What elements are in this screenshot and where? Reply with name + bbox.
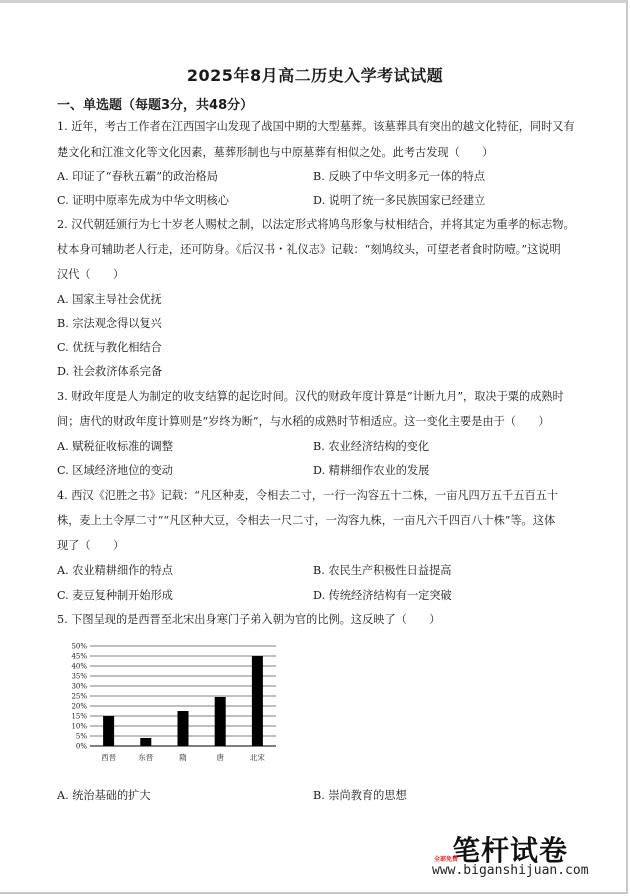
question-3-stem-line-2: 间；唐代的财政年度计算则是“岁终为断”，与水稻的成熟时节相适应。这一变化主要是由于（ ） xyxy=(57,415,550,428)
question-2-option-d: D. 社会救济体系完备 xyxy=(57,365,163,378)
y-tick-label: 40% xyxy=(71,662,87,671)
y-tick-label: 25% xyxy=(71,692,87,701)
question-3-option-c: C. 区域经济地位的变动 xyxy=(57,464,173,477)
bar xyxy=(215,697,226,746)
bar xyxy=(140,738,151,746)
question-4-option-d: D. 传统经济结构有一定突破 xyxy=(313,589,452,602)
question-4-stem-line-1: 4. 西汉《氾胜之书》记载：“凡区种麦，令相去二寸，一行一沟容五十二株，一亩凡四万五千五百五十 xyxy=(57,489,559,502)
question-3-option-b: B. 农业经济结构的变化 xyxy=(313,440,430,453)
question-4-option-a: A. 农业精耕细作的特点 xyxy=(57,564,173,577)
question-2-option-c: C. 优抚与教化相结合 xyxy=(57,341,162,354)
question-5-stem-line-1: 5. 下图呈现的是西晋至北宋出身寒门子弟入朝为官的比例。这反映了（ ） xyxy=(57,613,441,626)
x-category-label: 西晋 xyxy=(101,753,117,762)
y-tick-label: 20% xyxy=(71,702,87,711)
question-4-option-b: B. 农民生产积极性日益提高 xyxy=(313,564,452,577)
watermark-badge: 全部免费 xyxy=(434,856,459,863)
x-category-label: 隋 xyxy=(179,753,187,762)
y-tick-label: 0% xyxy=(75,742,87,751)
question-1-stem-line-2: 楚文化和江淮文化等文化因素，墓葬形制也与中原墓葬有相似之处。此考古发现（ ） xyxy=(57,146,494,159)
y-tick-label: 5% xyxy=(75,732,87,741)
bar xyxy=(178,711,189,746)
bar xyxy=(103,716,114,746)
watermark-url: www.biganshijuan.com xyxy=(432,863,589,878)
question-2-stem-line-2: 杖本身可辅助老人行走，还可防身。《后汉书・礼仪志》记载：“刻鸠纹头，可望老者食时防噎。”这说明 xyxy=(57,243,561,256)
section-heading: 一、单选题（每题3分，共48分） xyxy=(57,98,254,113)
question-1-option-b: B. 反映了中华文明多元一体的特点 xyxy=(313,170,485,183)
y-tick-label: 10% xyxy=(71,722,87,731)
y-tick-label: 35% xyxy=(71,672,87,681)
question-1-option-d: D. 说明了统一多民族国家已经建立 xyxy=(313,194,486,207)
x-category-label: 北宋 xyxy=(249,753,265,762)
y-tick-label: 15% xyxy=(71,712,87,721)
question-5-option-b: B. 崇尚教育的思想 xyxy=(313,789,407,802)
question-1-option-c: C. 证明中原率先成为中华文明核心 xyxy=(57,194,229,207)
question-2-option-a: A. 国家主导社会优抚 xyxy=(57,293,162,306)
x-category-label: 唐 xyxy=(216,753,224,762)
watermark-brand: 笔杆试卷 xyxy=(452,834,569,867)
y-tick-label: 50% xyxy=(71,642,87,651)
question-1-stem-line-1: 1. 近年，考古工作者在江西国字山发现了战国中期的大型墓葬。该墓葬具有突出的越文化特征，同时又有 xyxy=(57,120,575,133)
question-2-stem-line-3: 汉代（ ） xyxy=(57,268,125,281)
question-4-stem-line-3: 现了（ ） xyxy=(57,539,125,552)
bar xyxy=(252,656,263,746)
bar-chart xyxy=(58,639,283,769)
x-category-label: 东晋 xyxy=(138,753,154,762)
question-3-option-d: D. 精耕细作农业的发展 xyxy=(313,464,430,477)
question-5-option-a: A. 统治基础的扩大 xyxy=(57,789,151,802)
question-2-option-b: B. 宗法观念得以复兴 xyxy=(57,317,162,330)
y-tick-label: 45% xyxy=(71,652,87,661)
question-3-option-a: A. 赋税征收标准的调整 xyxy=(57,440,173,453)
page-title: 2025年8月高二历史入学考试试题 xyxy=(186,66,444,85)
y-tick-label: 30% xyxy=(71,682,87,691)
question-1-option-a: A. 印证了“春秋五霸”的政治格局 xyxy=(57,170,218,183)
question-3-stem-line-1: 3. 财政年度是人为制定的收支结算的起讫时间。汉代的财政年度计算是“计断九月”，取决于粟的成熟时 xyxy=(57,390,564,403)
question-4-option-c: C. 麦豆复种制开始形成 xyxy=(57,589,173,602)
question-2-stem-line-1: 2. 汉代朝廷颁行为七十岁老人赐杖之制，以法定形式将鸠鸟形象与杖相结合，并将其定为重孝的标志物。 xyxy=(57,218,575,231)
question-4-stem-line-2: 株，麦上土令厚二寸”“凡区种大豆，令相去一尺二寸，一沟容九株，一亩凡六千四百八十株”等。这体 xyxy=(57,514,556,527)
